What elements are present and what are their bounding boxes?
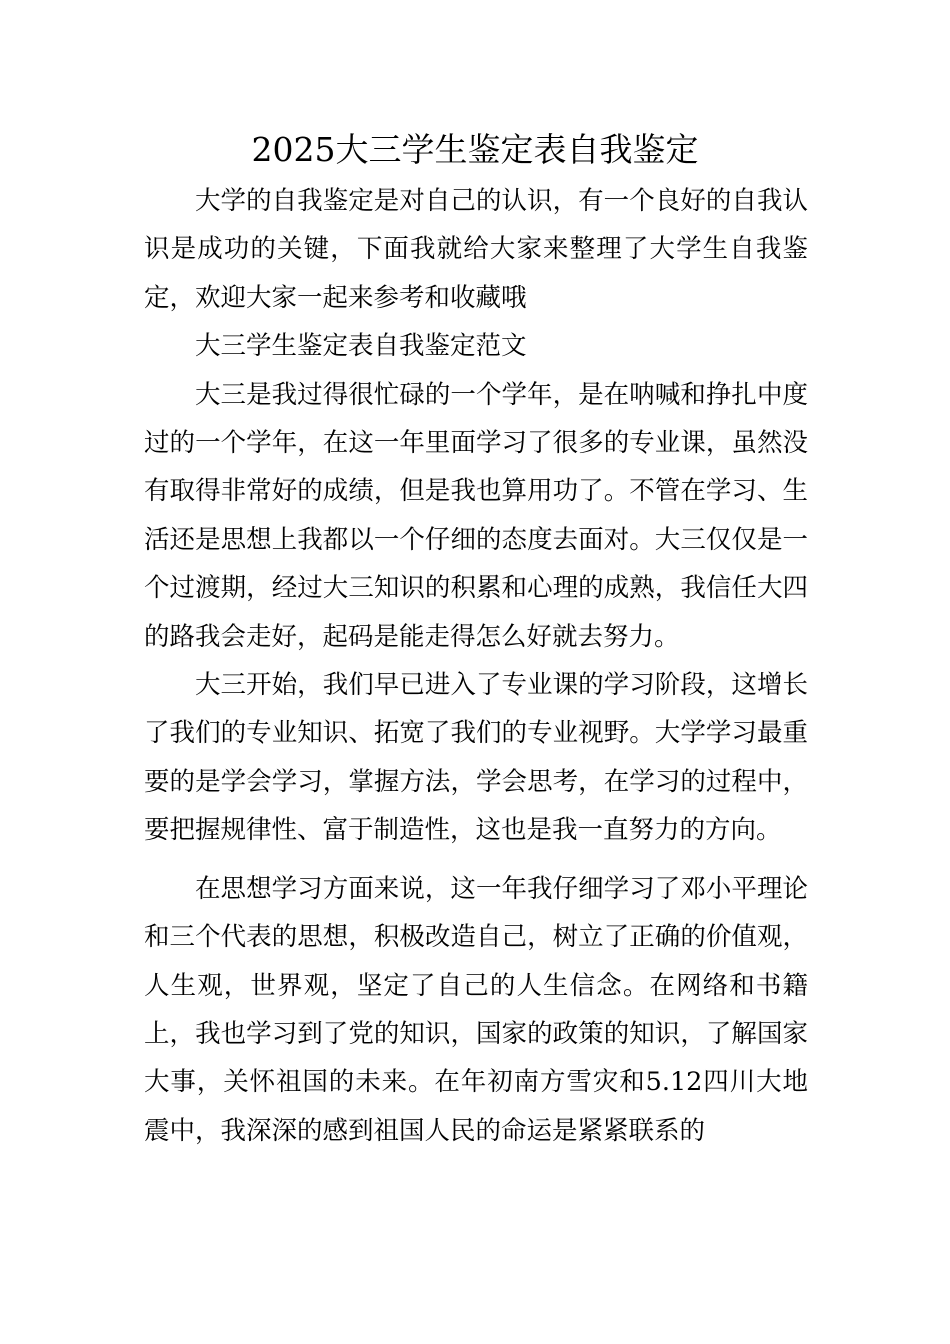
body-paragraph: 在思想学习方面来说，这一年我仔细学习了邓小平理论和三个代表的思想，积极改造自己，树立了正确的价值观，人生观，世界观，坚定了自己的人生信念。在网络和书籍上，我也学习到了党的知识，国家的政策的知识，了解国家大事，关怀祖国的未来。在年初南方雪灾和5.12四川大地震中，我深深的感到祖国人民的命运是紧紧联系的: [144, 873, 808, 1146]
section-heading: 大三学生鉴定表自我鉴定范文: [195, 331, 527, 362]
document-body: [144, 177, 808, 1155]
body-paragraph: 大三是我过得很忙碌的一个学年，是在呐喊和挣扎中度过的一个学年，在这一年里面学习了很多的专业课，虽然没有取得非常好的成绩，但是我也算用功了。不管在学习、生活还是思想上我都以一个仔细的态度去面对。大三仅仅是一个过渡期，经过大三知识的积累和心理的成熟，我信任大四的路我会走好，起码是能走得怎么好就去努力。: [144, 379, 808, 652]
document-title: 2025大三学生鉴定表自我鉴定: [251, 130, 699, 169]
intro-paragraph: 大学的自我鉴定是对自己的认识，有一个良好的自我认识是成功的关键，下面我就给大家来整理了大学生自我鉴定，欢迎大家一起来参考和收藏哦: [144, 186, 808, 313]
body-paragraph: 大三开始，我们早已进入了专业课的学习阶段，这增长了我们的专业知识、拓宽了我们的专业视野。大学学习最重要的是学会学习，掌握方法，学会思考，在学习的过程中，要把握规律性、富于制造性，这也是我一直努力的方向。: [144, 670, 808, 846]
